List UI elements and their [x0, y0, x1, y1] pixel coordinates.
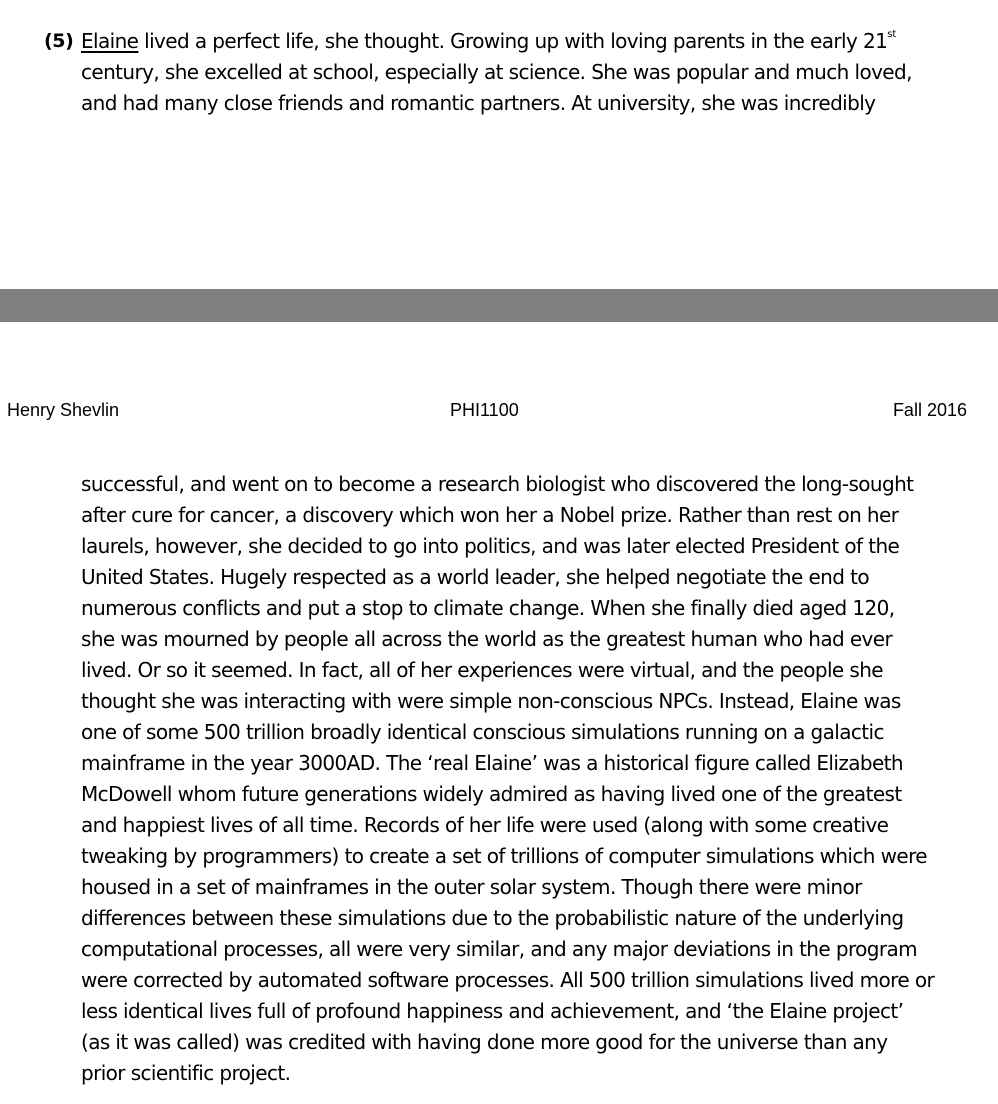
- paragraph-line: century, she excelled at school, especially at science. She was popular and much loved,: [81, 60, 912, 84]
- paragraph-line: numerous conflicts and put a stop to climate change. When she finally died aged 120,: [81, 596, 895, 620]
- page-break-divider: [0, 289, 998, 322]
- paragraph-line: she was mourned by people all across the world as the greatest human who had ever: [81, 627, 893, 651]
- paragraph-line: United States. Hugely respected as a world leader, she helped negotiate the end to: [81, 565, 869, 589]
- paragraph-line: differences between these simulations due to the probabilistic nature of the underlying: [81, 906, 904, 930]
- paragraph-line: and had many close friends and romantic partners. At university, she was incredibly: [81, 91, 876, 115]
- paragraph-line: and happiest lives of all time. Records of her life were used (along with some creative: [81, 813, 889, 837]
- header-course: PHI1100: [450, 400, 519, 420]
- paragraph-line: thought she was interacting with were simple non-conscious NPCs. Instead, Elaine was: [81, 689, 901, 713]
- paragraph-line: tweaking by programmers) to create a set of trillions of computer simulations which were: [81, 844, 927, 868]
- paragraph-line: housed in a set of mainframes in the outer solar system. Though there were minor: [81, 875, 862, 899]
- paragraph-line: less identical lives full of profound happiness and achievement, and ‘the Elaine project’: [81, 999, 904, 1023]
- paragraph-line: were corrected by automated software processes. All 500 trillion simulations lived more or: [81, 968, 935, 992]
- question-number: (5): [44, 30, 74, 52]
- paragraph-line: successful, and went on to become a research biologist who discovered the long-sought: [81, 472, 914, 496]
- paragraph-line: McDowell whom future generations widely admired as having lived one of the greatest: [81, 782, 902, 806]
- underlined-name: Elaine: [81, 29, 139, 53]
- ordinal-suffix: st: [887, 29, 897, 40]
- paragraph-line: after cure for cancer, a discovery which won her a Nobel prize. Rather than rest on her: [81, 503, 899, 527]
- header-term: Fall 2016: [892, 400, 967, 420]
- header-author: Henry Shevlin: [7, 400, 120, 420]
- first-line-text: lived a perfect life, she thought. Growing up with loving parents in the early 21: [138, 29, 888, 53]
- paragraph-line: laurels, however, she decided to go into politics, and was later elected President of the: [81, 534, 900, 558]
- paragraph-line: mainframe in the year 3000AD. The ‘real Elaine’ was a historical figure called Elizabeth: [81, 751, 903, 775]
- paragraph-line: computational processes, all were very similar, and any major deviations in the program: [81, 937, 918, 961]
- paragraph-line: prior scientific project.: [81, 1061, 291, 1085]
- paragraph-line: lived. Or so it seemed. In fact, all of her experiences were virtual, and the people she: [81, 658, 883, 682]
- paragraph-line: (as it was called) was credited with having done more good for the universe than any: [81, 1030, 888, 1054]
- paragraph-line: one of some 500 trillion broadly identical conscious simulations running on a galactic: [81, 720, 884, 744]
- paragraph-line: [81, 26, 896, 57]
- running-header: [0, 396, 998, 424]
